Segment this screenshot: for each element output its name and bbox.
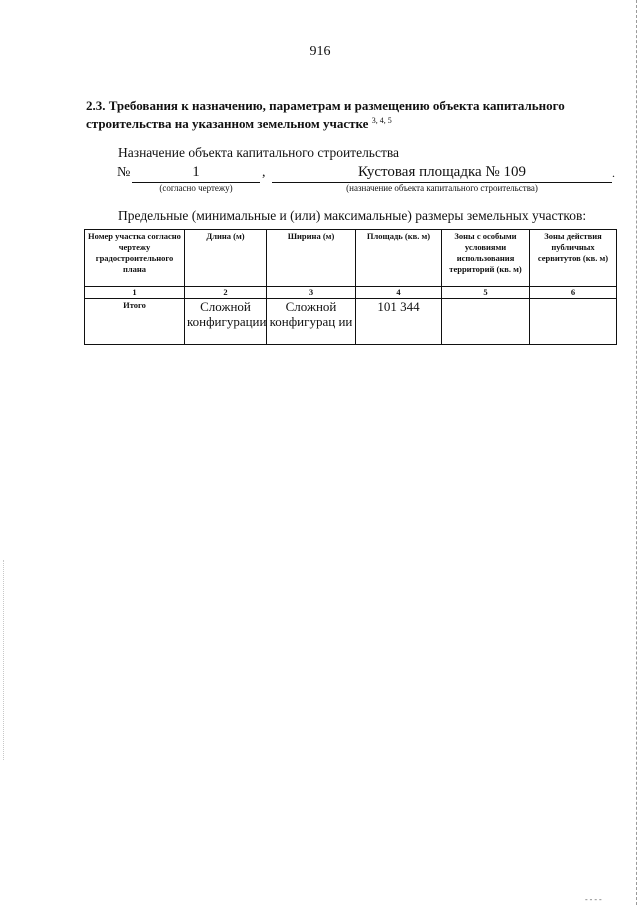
table-row: [85, 299, 617, 345]
sizes-label: Предельные (минимальные и (или) максимальные) размеры земельных участков:: [118, 208, 587, 223]
cell-area: 101 344: [356, 299, 442, 345]
field-separator: ,: [262, 165, 266, 180]
column-number: 5: [442, 287, 530, 299]
header-area: Площадь (кв. м): [356, 230, 442, 287]
header-plot-number: Номер участка согласно чертежу градостроительного плана: [85, 230, 185, 287]
section-heading: [86, 98, 586, 131]
header-length: Длина (м): [185, 230, 267, 287]
header-width: Ширина (м): [267, 230, 356, 287]
page-number: 916: [309, 44, 331, 59]
purpose-label: Назначение объекта капитального строительства: [118, 145, 400, 160]
column-number: 4: [356, 287, 442, 299]
cell-total-label: Итого: [85, 299, 185, 345]
plot-number-value: 1: [132, 163, 260, 183]
table-header-row: [85, 230, 617, 287]
plot-sizes-table: [84, 229, 617, 345]
number-sign: №: [117, 165, 131, 180]
cell-length: Сложной конфигурации: [185, 299, 267, 345]
column-number: 3: [267, 287, 356, 299]
section-heading-text: 2.3. Требования к назначению, параметрам и размещению объекта капитального строительства на указанном земельном участке: [86, 98, 565, 131]
cell-special-zones: [442, 299, 530, 345]
scan-edge-right: [635, 0, 637, 905]
column-number: 2: [185, 287, 267, 299]
header-easement-zones: Зоны действия публичных сервитутов (кв. м): [530, 230, 617, 287]
header-special-zones: Зоны с особыми условиями использования территорий (кв. м): [442, 230, 530, 287]
column-number: 6: [530, 287, 617, 299]
end-mark: .: [612, 166, 615, 180]
cell-easement-zones: [530, 299, 617, 345]
column-number-row: [85, 287, 617, 299]
object-purpose-value: Кустовая площадка № 109: [272, 163, 612, 183]
footnote-refs: 3, 4, 5: [371, 116, 392, 125]
corner-scan-mark: ‐ ‐ ‐ ‐: [585, 895, 602, 904]
object-purpose-caption: (назначение объекта капитального строительства): [346, 183, 538, 193]
cell-width: Сложной конфигурац ии: [267, 299, 356, 345]
plot-number-caption: (согласно чертежу): [159, 183, 233, 193]
scan-edge-left: [3, 560, 5, 760]
column-number: 1: [85, 287, 185, 299]
